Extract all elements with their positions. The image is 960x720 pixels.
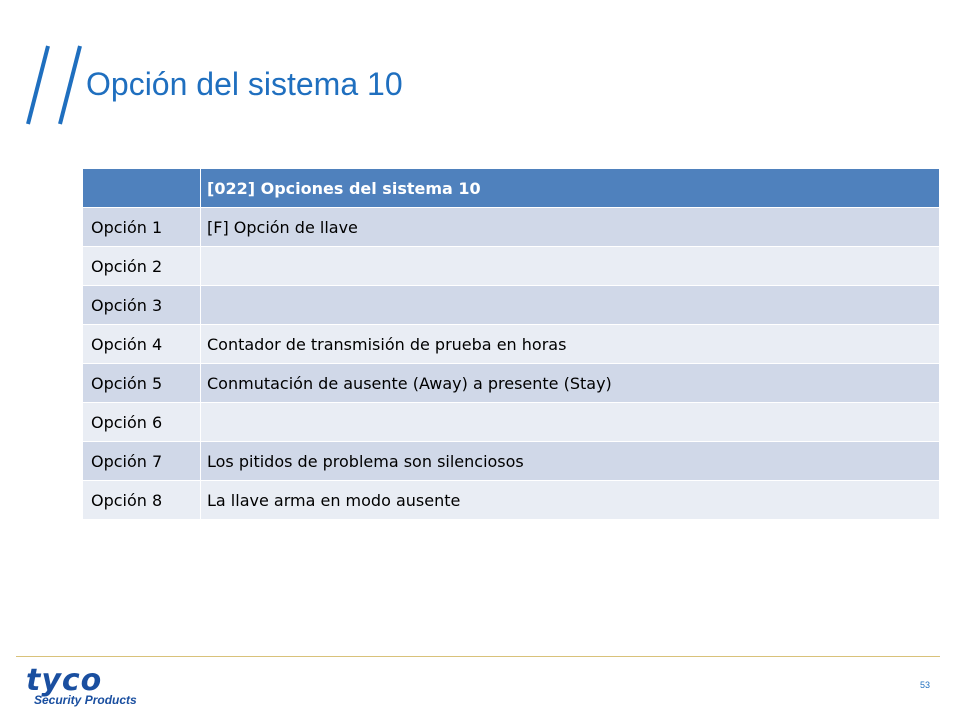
page-title: Opción del sistema 10	[86, 66, 403, 102]
table-row	[83, 442, 940, 481]
option-description-cell: La llave arma en modo ausente	[201, 481, 940, 520]
option-description-cell: Los pitidos de problema son silenciosos	[201, 442, 940, 481]
table-header-row	[83, 169, 940, 208]
option-description-cell	[201, 286, 940, 325]
option-name-cell: Opción 1	[83, 208, 201, 247]
option-description-cell	[201, 247, 940, 286]
options-table	[82, 168, 940, 520]
table-row	[83, 403, 940, 442]
table-header-cell: [022] Opciones del sistema 10	[201, 169, 940, 208]
option-description-cell	[201, 403, 940, 442]
table-row	[83, 208, 940, 247]
table-row	[83, 325, 940, 364]
table-row	[83, 286, 940, 325]
option-name-cell: Opción 3	[83, 286, 201, 325]
option-name-cell: Opción 8	[83, 481, 201, 520]
option-name-cell: Opción 4	[83, 325, 201, 364]
footer-divider	[16, 656, 940, 657]
logo-wordmark: tyco	[26, 663, 103, 698]
option-description-cell: [F] Opción de llave	[201, 208, 940, 247]
option-name-cell: Opción 6	[83, 403, 201, 442]
logo-subtitle: Security Products	[34, 693, 137, 707]
double-slash-icon	[22, 44, 88, 126]
page-number: 53	[919, 680, 930, 690]
option-name-cell: Opción 7	[83, 442, 201, 481]
option-name-cell: Opción 5	[83, 364, 201, 403]
table-row	[83, 247, 940, 286]
option-description-cell: Contador de transmisión de prueba en horas	[201, 325, 940, 364]
table-row	[83, 481, 940, 520]
table-header-cell	[83, 169, 201, 208]
option-description-cell: Conmutación de ausente (Away) a presente (Stay)	[201, 364, 940, 403]
table-row	[83, 364, 940, 403]
option-name-cell: Opción 2	[83, 247, 201, 286]
tyco-logo	[26, 663, 176, 710]
